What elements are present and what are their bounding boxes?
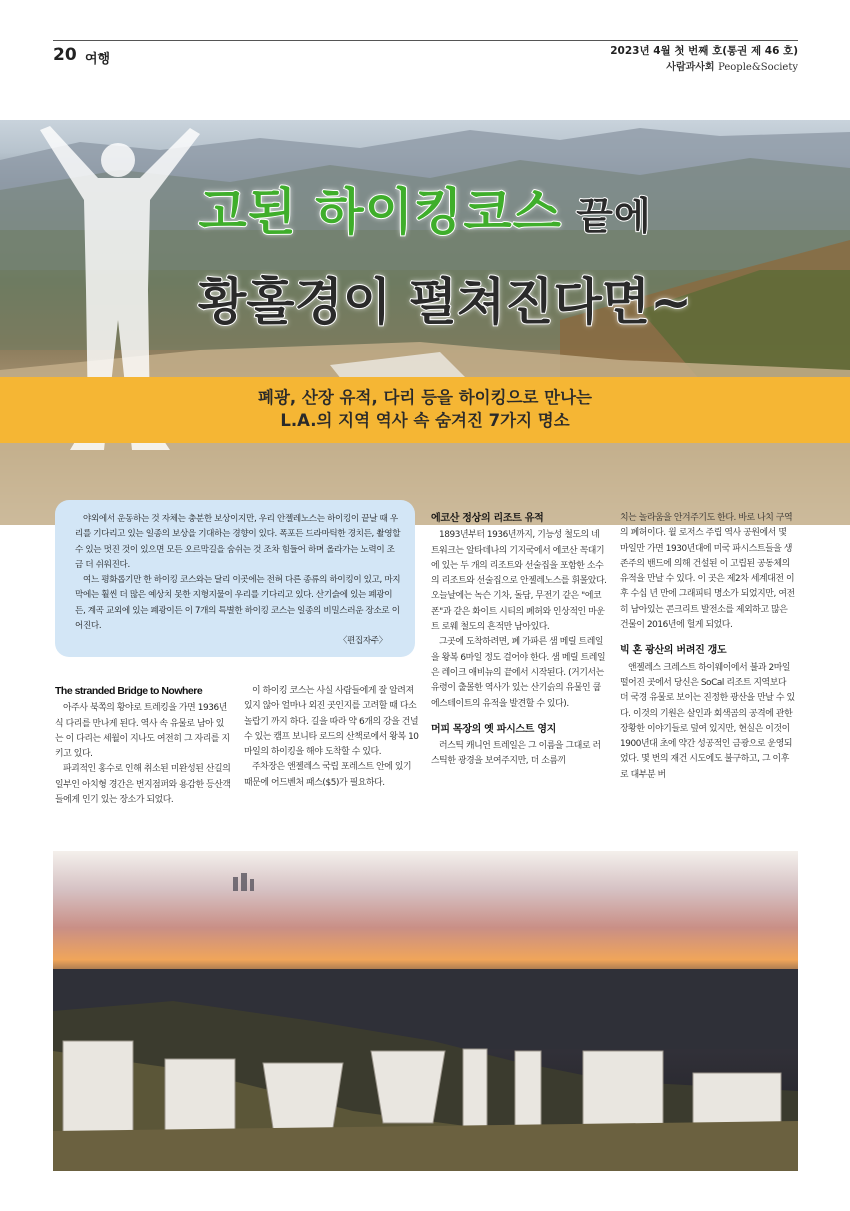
article-column-3 [431,511,607,770]
article-column-2 [244,684,420,791]
paragraph: 앤젤레스 크레스트 하이웨이에서 불과 2마일 떨어진 곳에서 당신은 SoCal 리조트 지역보다 더 국경 유물로 보이는 진정한 광산을 만날 수 있다. 이것의 기원은 살인과 회색곰의 공격에 관한 장황한 이야기들로 덮여 있지만, 현실은 이것이 1900년대 초에 약간 성공적인 금광으로 운영되었다. 몇 번의 재건 시도에도 불구하고, 그 이후로 대부분 버 [620,662,795,780]
editor-note-paragraph-2: 여느 평화롭기만 한 하이킹 코스와는 달리 이곳에는 전혀 다른 종류의 하이킹이 있고, 마지막에는 훨씬 더 많은 예상치 못한 지형지물이 우리를 기다리고 있다. 산기슭에 있는 폐광이든, 계곡 교외에 있는 폐광이든 이 7개의 특별한 하이킹 코스는 일종의 비밀스러운 장소로 이어진다. [75,575,401,632]
paragraph: 1893년부터 1936년까지, 기능성 철도의 네트워크는 알타데나의 기지국에서 에코산 꼭대기에 있는 두 개의 리조트와 선술집을 포함한 소수의 리조트와 선술집으로 안젤레노스를 휘몰았다. 오늘날에는 녹슨 기차, 돌담, 무전기 같은 "에코폰"과 같은 화이트 시티의 폐허와 인상적인 마운트 로웨 철도의 흔적만 남아있다. [431,530,607,633]
issue-info: 2023년 4월 첫 번째 호(통권 제 46 호) [610,45,798,57]
subtitle-banner [0,377,850,443]
paragraph: 이 하이킹 코스는 사실 사람들에게 잘 알려져 있지 않아 얼마나 외진 곳인지를 고려할 때 다소 놀랍기 까지 하다. 길을 따라 약 6개의 강을 건널 수 있는 캠프 보니타 로드의 산책로에서 왕복 10마일의 하이킹을 해야 도착할 수 있다. [244,686,419,758]
headline-line-1 [0,172,850,244]
page-number: 20 [53,45,77,65]
paragraph: 파괴적인 홍수로 인해 취소된 미완성된 산길의 일부인 아치형 경간은 번지점퍼와 용감한 등산객들에게 인기 있는 장소가 되었다. [55,764,231,806]
paragraph: 러스틱 캐니언 트레일은 그 이름을 그대로 러스틱한 광경을 보여주지만, 더 소름끼 [431,741,601,767]
paragraph: 주차장은 앤젤레스 국립 포레스트 안에 있기 때문에 어드벤처 패스($5)가 필요하다. [244,762,412,788]
bottom-photo [53,851,798,1171]
sunset-cityscape [53,851,798,1171]
headline-line-2: 황홀경이 펼쳐진다면~ [197,273,692,331]
section-heading-echo-mountain: 에코산 정상의 리조트 유적 [431,513,544,524]
article-column-4 [620,511,796,783]
article-column-1 [55,684,231,808]
masthead [666,58,798,73]
paragraph: 치는 놀라움을 안겨주기도 한다. 바로 나치 구역의 폐허이다. 윌 로저스 주립 역사 공원에서 몇 마일만 가면 1930년대에 미국 파시스트들을 생존주의 밴드에 의해 건설된 이 고립된 공동체의 유적을 만날 수 있다. 이 곳은 제2차 세계대전 이후 수십 년 만에 그래피티 명소가 되었지만, 여전히 남아있는 콘크리트 발전소를 제외하고 많은 건물이 2016년에 헐게 되었다. [620,513,795,631]
masthead-korean: 사람과사회 [666,62,715,73]
editor-note-box [55,500,415,657]
editor-note-paragraph-1: 야외에서 운동하는 것 자체는 충분한 보상이지만, 우리 안젤레노스는 하이킹이 끝날 때 우리를 기다리고 있는 일종의 보상을 기대하는 경향이 있다. 폭포든 드라마틱한 경치든, 촬영할 수 있는 멋진 것이 있으면 모든 오르막길을 숨쉬는 것 조차 힘들어 하며 올라가는 노력이 조금 더 쉬워진다. [75,514,401,570]
subtitle-line-1: 폐광, 산장 유적, 다리 등을 하이킹으로 만나는 [258,388,592,407]
editor-note-signature: 〈편집자주〉 [338,636,387,647]
section-heading-big-horn-mine: 빅 혼 광산의 버려진 갱도 [620,645,727,657]
headline-tail: 끝에 [561,194,652,238]
hero-image [0,120,850,525]
paragraph: 그곳에 도착하려면, 폐 가파른 샘 메릴 트레일을 왕복 6마일 정도 걸어야 한다. 샘 메릴 트레일은 레이크 애비뉴의 끝에서 시작된다. (거기서는 유령이 출몰한 역사가 있는 산기슭의 유물인 쿱 에스테이트의 유적을 발견할 수 있다). [431,637,606,709]
subtitle-line-2: L.A.의 지역 역사 속 숨겨진 7가지 명소 [280,411,570,430]
headline-green: 고된 하이킹코스 [198,183,562,241]
header-rule [53,40,798,41]
masthead-english: People&Society [718,62,798,73]
section-label: 여행 [85,52,111,67]
section-heading-bridge: The stranded Bridge to Nowhere [55,685,203,697]
section-heading-murphy-ranch: 머피 목장의 옛 파시스트 영지 [431,723,557,735]
paragraph: 아주사 북쪽의 황야로 트레킹을 가면 1936년식 다리를 만나게 된다. 역사 속 유물로 남아 있는 이 다리는 세월이 지나도 여전히 그 자리를 지키고 있다. [55,703,230,760]
